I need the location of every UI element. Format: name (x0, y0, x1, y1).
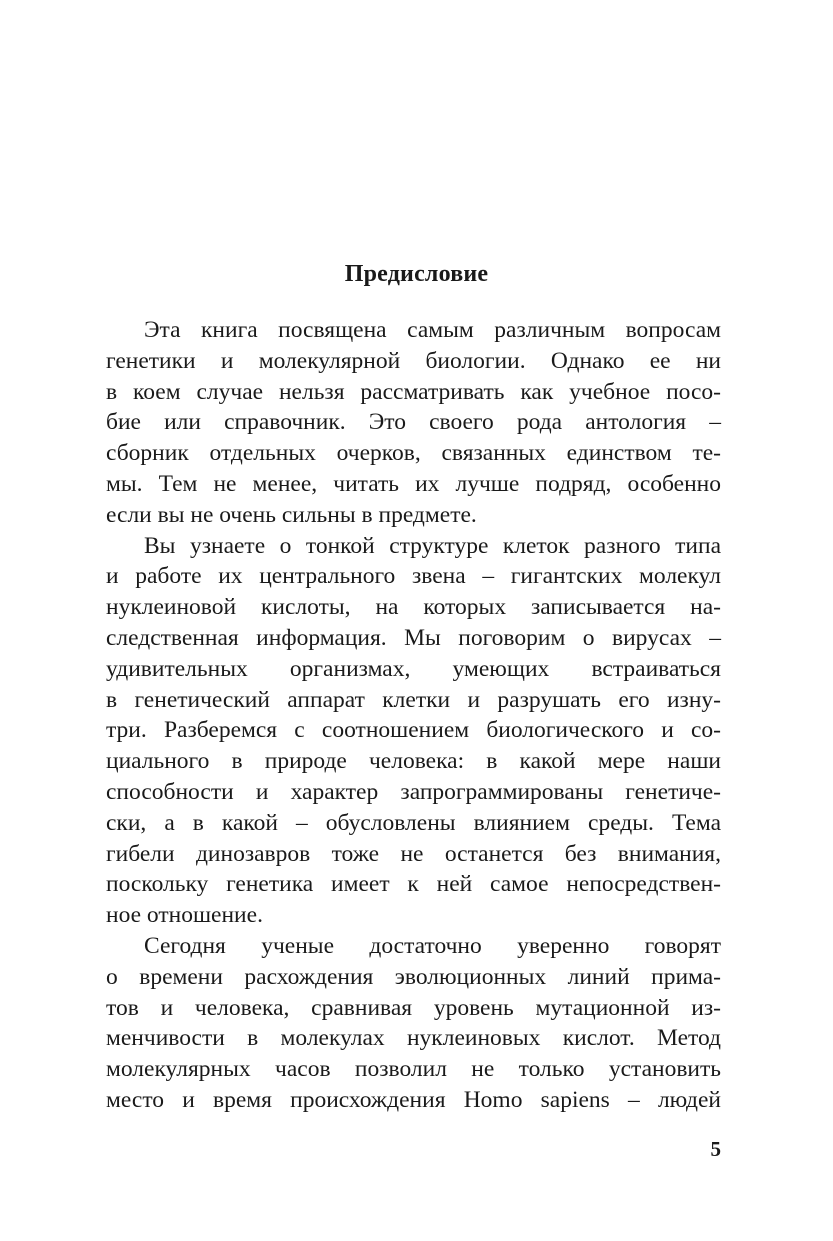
text-line: гибели динозавров тоже не останется без внимания, (106, 840, 721, 867)
text-line: в коем случае нельзя рассматривать как учебное посо- (106, 378, 721, 405)
text-line: если вы не очень сильны в предмете. (106, 501, 477, 528)
text-line: сборник отдельных очерков, связанных единством те- (106, 440, 721, 467)
page-number: 5 (710, 1137, 721, 1161)
text-line: циального в природе человека: в какой мере наши (106, 748, 721, 775)
text-line: о времени расхождения эволюционных линий прима- (106, 963, 721, 990)
text-line: поскольку генетика имеет к ней самое непосредствен- (106, 871, 721, 898)
text-line: тов и человека, сравнивая уровень мутационной из- (106, 994, 721, 1021)
text-line: три. Разберемся с соотношением биологического и со- (106, 717, 721, 744)
text-line: и работе их центрального звена – гигантских молекул (106, 563, 721, 590)
text-line: удивительных организмах, умеющих встраиваться (106, 655, 721, 682)
text-line: генетики и молекулярной биологии. Однако ее ни (106, 347, 721, 374)
text-line: молекулярных часов позволил не только установить (106, 1056, 721, 1083)
text-line: следственная информация. Мы поговорим о вирусах – (106, 624, 721, 651)
text-line: ное отношение. (106, 902, 263, 929)
body-text (106, 315, 721, 1116)
text-line: в генетический аппарат клетки и разрушать его изну- (106, 686, 721, 713)
text-line: Эта книга посвящена самым различным вопросам (144, 317, 721, 343)
text-line: ски, а в какой – обусловлены влиянием среды. Тема (106, 809, 721, 836)
text-line: способности и характер запрограммированы генетиче- (106, 778, 721, 805)
text-line: менчивости в молекулах нуклеиновых кислот. Метод (106, 1025, 721, 1052)
chapter-title: Предисловие (344, 261, 489, 287)
text-line: Вы узнаете о тонкой структуре клеток разного типа (144, 532, 721, 559)
text-line: нуклеиновой кислоты, на которых записывается на- (106, 594, 721, 621)
text-line: бие или справочник. Это своего рода антология – (106, 409, 721, 436)
text-line: Сегодня ученые достаточно уверенно говорят (144, 932, 721, 959)
text-line: место и время происхождения Homo sapiens – людей (106, 1086, 721, 1113)
text-line: мы. Тем не менее, читать их лучше подряд, особенно (106, 470, 721, 497)
